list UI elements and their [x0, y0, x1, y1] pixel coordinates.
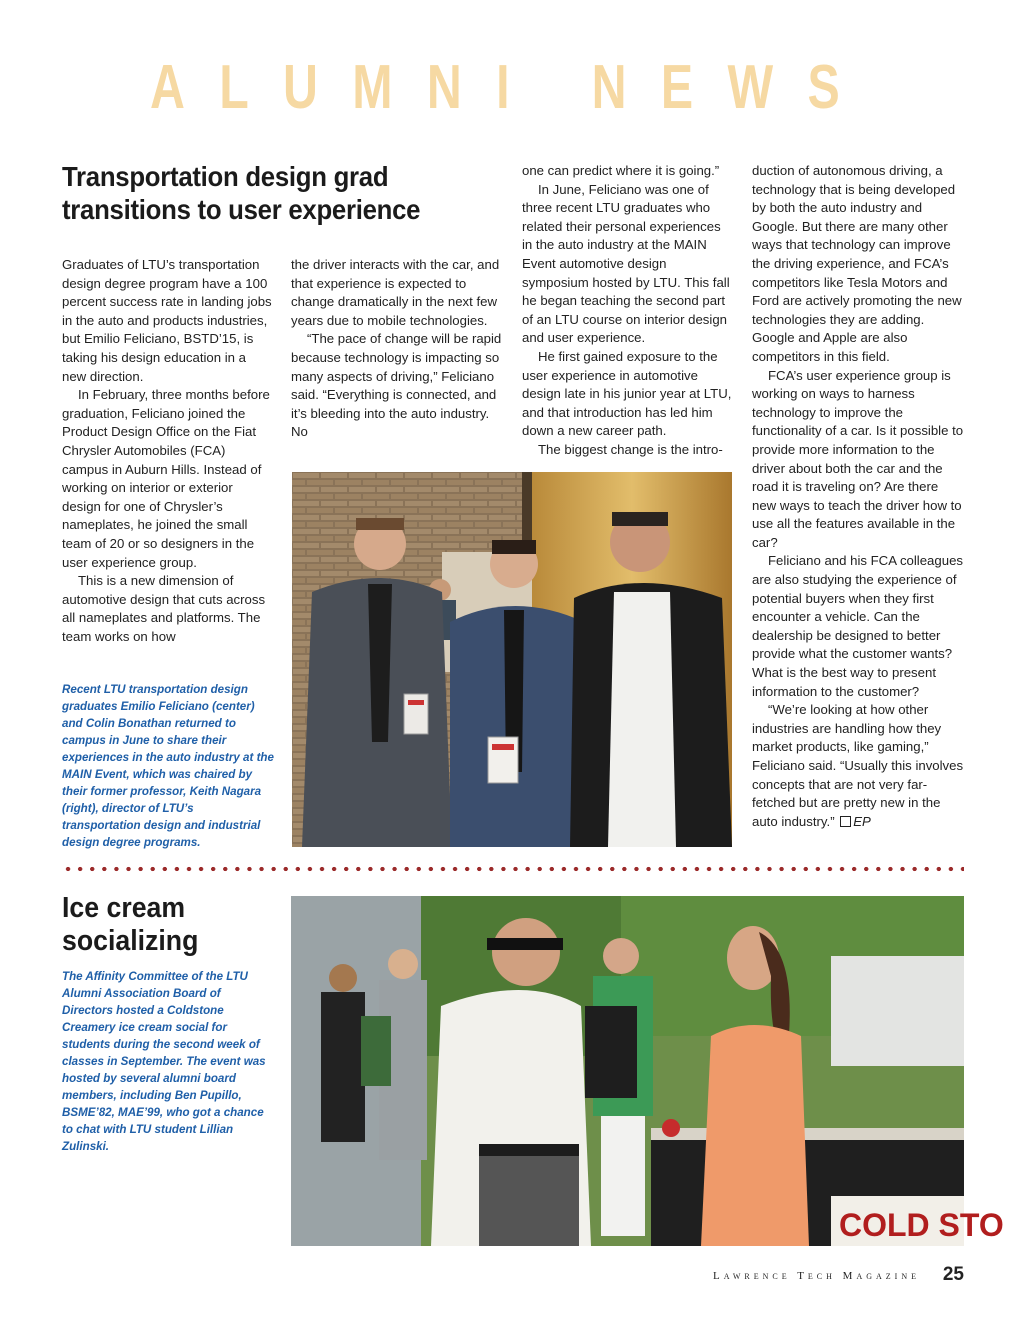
section-banner: ALUMNI NEWS: [149, 53, 875, 122]
page-footer: [600, 1264, 964, 1288]
magazine-name: Lawrence Tech Magazine: [713, 1270, 920, 1282]
paragraph: Graduates of LTU’s transportation design degree program have a 100 percent success rate in landing jobs in the auto and products industries, but Emilio Feliciano, BSTD’15, is taking his design education in a new direction.: [62, 257, 272, 384]
event-photo: [292, 472, 732, 847]
byline: EP: [853, 813, 871, 829]
paragraph: He first gained exposure to the user experience in automotive design late in his junior year at LTU, and that introduction has led him down a new career path.: [522, 348, 732, 439]
page-number: 25: [942, 1264, 964, 1285]
article-column-2: [291, 256, 503, 442]
ice-cream-social-photo: [291, 896, 1004, 1246]
paragraph: duction of autonomous driving, a technology that is being developed by both the auto industry and Google. But there are many other ways that technology can improve the driving experience, and FCA’s competitors like Tesla Motors and Ford are actively promoting the new technologies they are adding. Google and Apple are also competitors in this field.: [752, 163, 962, 364]
paragraph: Feliciano and his FCA colleagues are also studying the experience of potential buyers when they first encounter a vehicle. Can the dealership be designed to better provide what the customer wants? What is the best way to present information to the customer?: [752, 553, 963, 699]
paragraph: one can predict where it is going.”: [522, 163, 720, 178]
section-divider: [62, 866, 964, 872]
paragraph: FCA’s user experience group is working on ways to harness technology to improve the functionality of a car. Is it possible to provide more information to the driver about both the car and the road it is traveling on? Are there new ways to teach the driver how to use all the features available in the car?: [752, 367, 964, 550]
photo-illustration: [291, 896, 1004, 1246]
paragraph: This is a new dimension of automotive design that cuts across all nameplates and platforms. The team works on how: [62, 573, 266, 644]
paragraph: In June, Feliciano was one of three recent LTU graduates who related their personal experiences in the auto industry at the MAIN Event automotive design symposium hosted by LTU. This fall he began teaching the second part of an LTU course on interior design and user experience.: [522, 181, 730, 346]
paragraph: “The pace of change will be rapid because technology is impacting so many aspects of driving,” Feliciano said. “Everything is connected, and it’s bleeding into the auto industry. No: [291, 331, 502, 440]
paragraph: [752, 701, 966, 831]
article-headline: Ice cream socializing: [62, 892, 199, 957]
paragraph: the driver interacts with the car, and that experience is expected to change dramatically in the next few years due to mobile technologies.: [291, 257, 500, 328]
closing-paragraph-text: “We’re looking at how other industries are handling how they market products, like gaming,” Feliciano said. “Usually this involves concepts that are not very far-fetched but are pretty new in the auto industry.”: [752, 702, 964, 829]
coldstone-sign-text: COLD STO: [839, 1207, 1004, 1243]
paragraph: In February, three months before graduation, Feliciano joined the Product Design Office on the Fiat Chrysler Automobiles (FCA) campus in Auburn Hills. Instead of working on interior or exterior design for one of Chrysler’s nameplates, he joined the small team of 20 or so designers in the user experience group.: [62, 387, 270, 570]
photo-caption: The Affinity Committee of the LTU Alumni Association Board of Directors hosted a Coldstone Creamery ice cream social for students during the second week of classes in September. The event was hosted by several alumni board members, including Ben Pupillo, BSME’82, MAE’99, who got a chance to chat with LTU student Lillian Zulinski.: [62, 970, 266, 1153]
article-column-1: [62, 256, 272, 646]
end-mark-icon: [840, 816, 851, 827]
paragraph: The biggest change is the intro-: [538, 441, 723, 457]
article-headline: Transportation design grad transitions to user experience: [62, 161, 421, 225]
article-column-4: [752, 162, 966, 831]
photo-illustration: [292, 472, 732, 847]
photo-caption: Recent LTU transportation design graduates Emilio Feliciano (center) and Colin Bonathan returned to campus in June to share their experiences in the auto industry at the MAIN Event, which was chaired by their former professor, Keith Nagara (right), director of LTU’s transportation design and industrial design degree programs.: [62, 683, 274, 849]
article-column-3: [522, 162, 734, 460]
